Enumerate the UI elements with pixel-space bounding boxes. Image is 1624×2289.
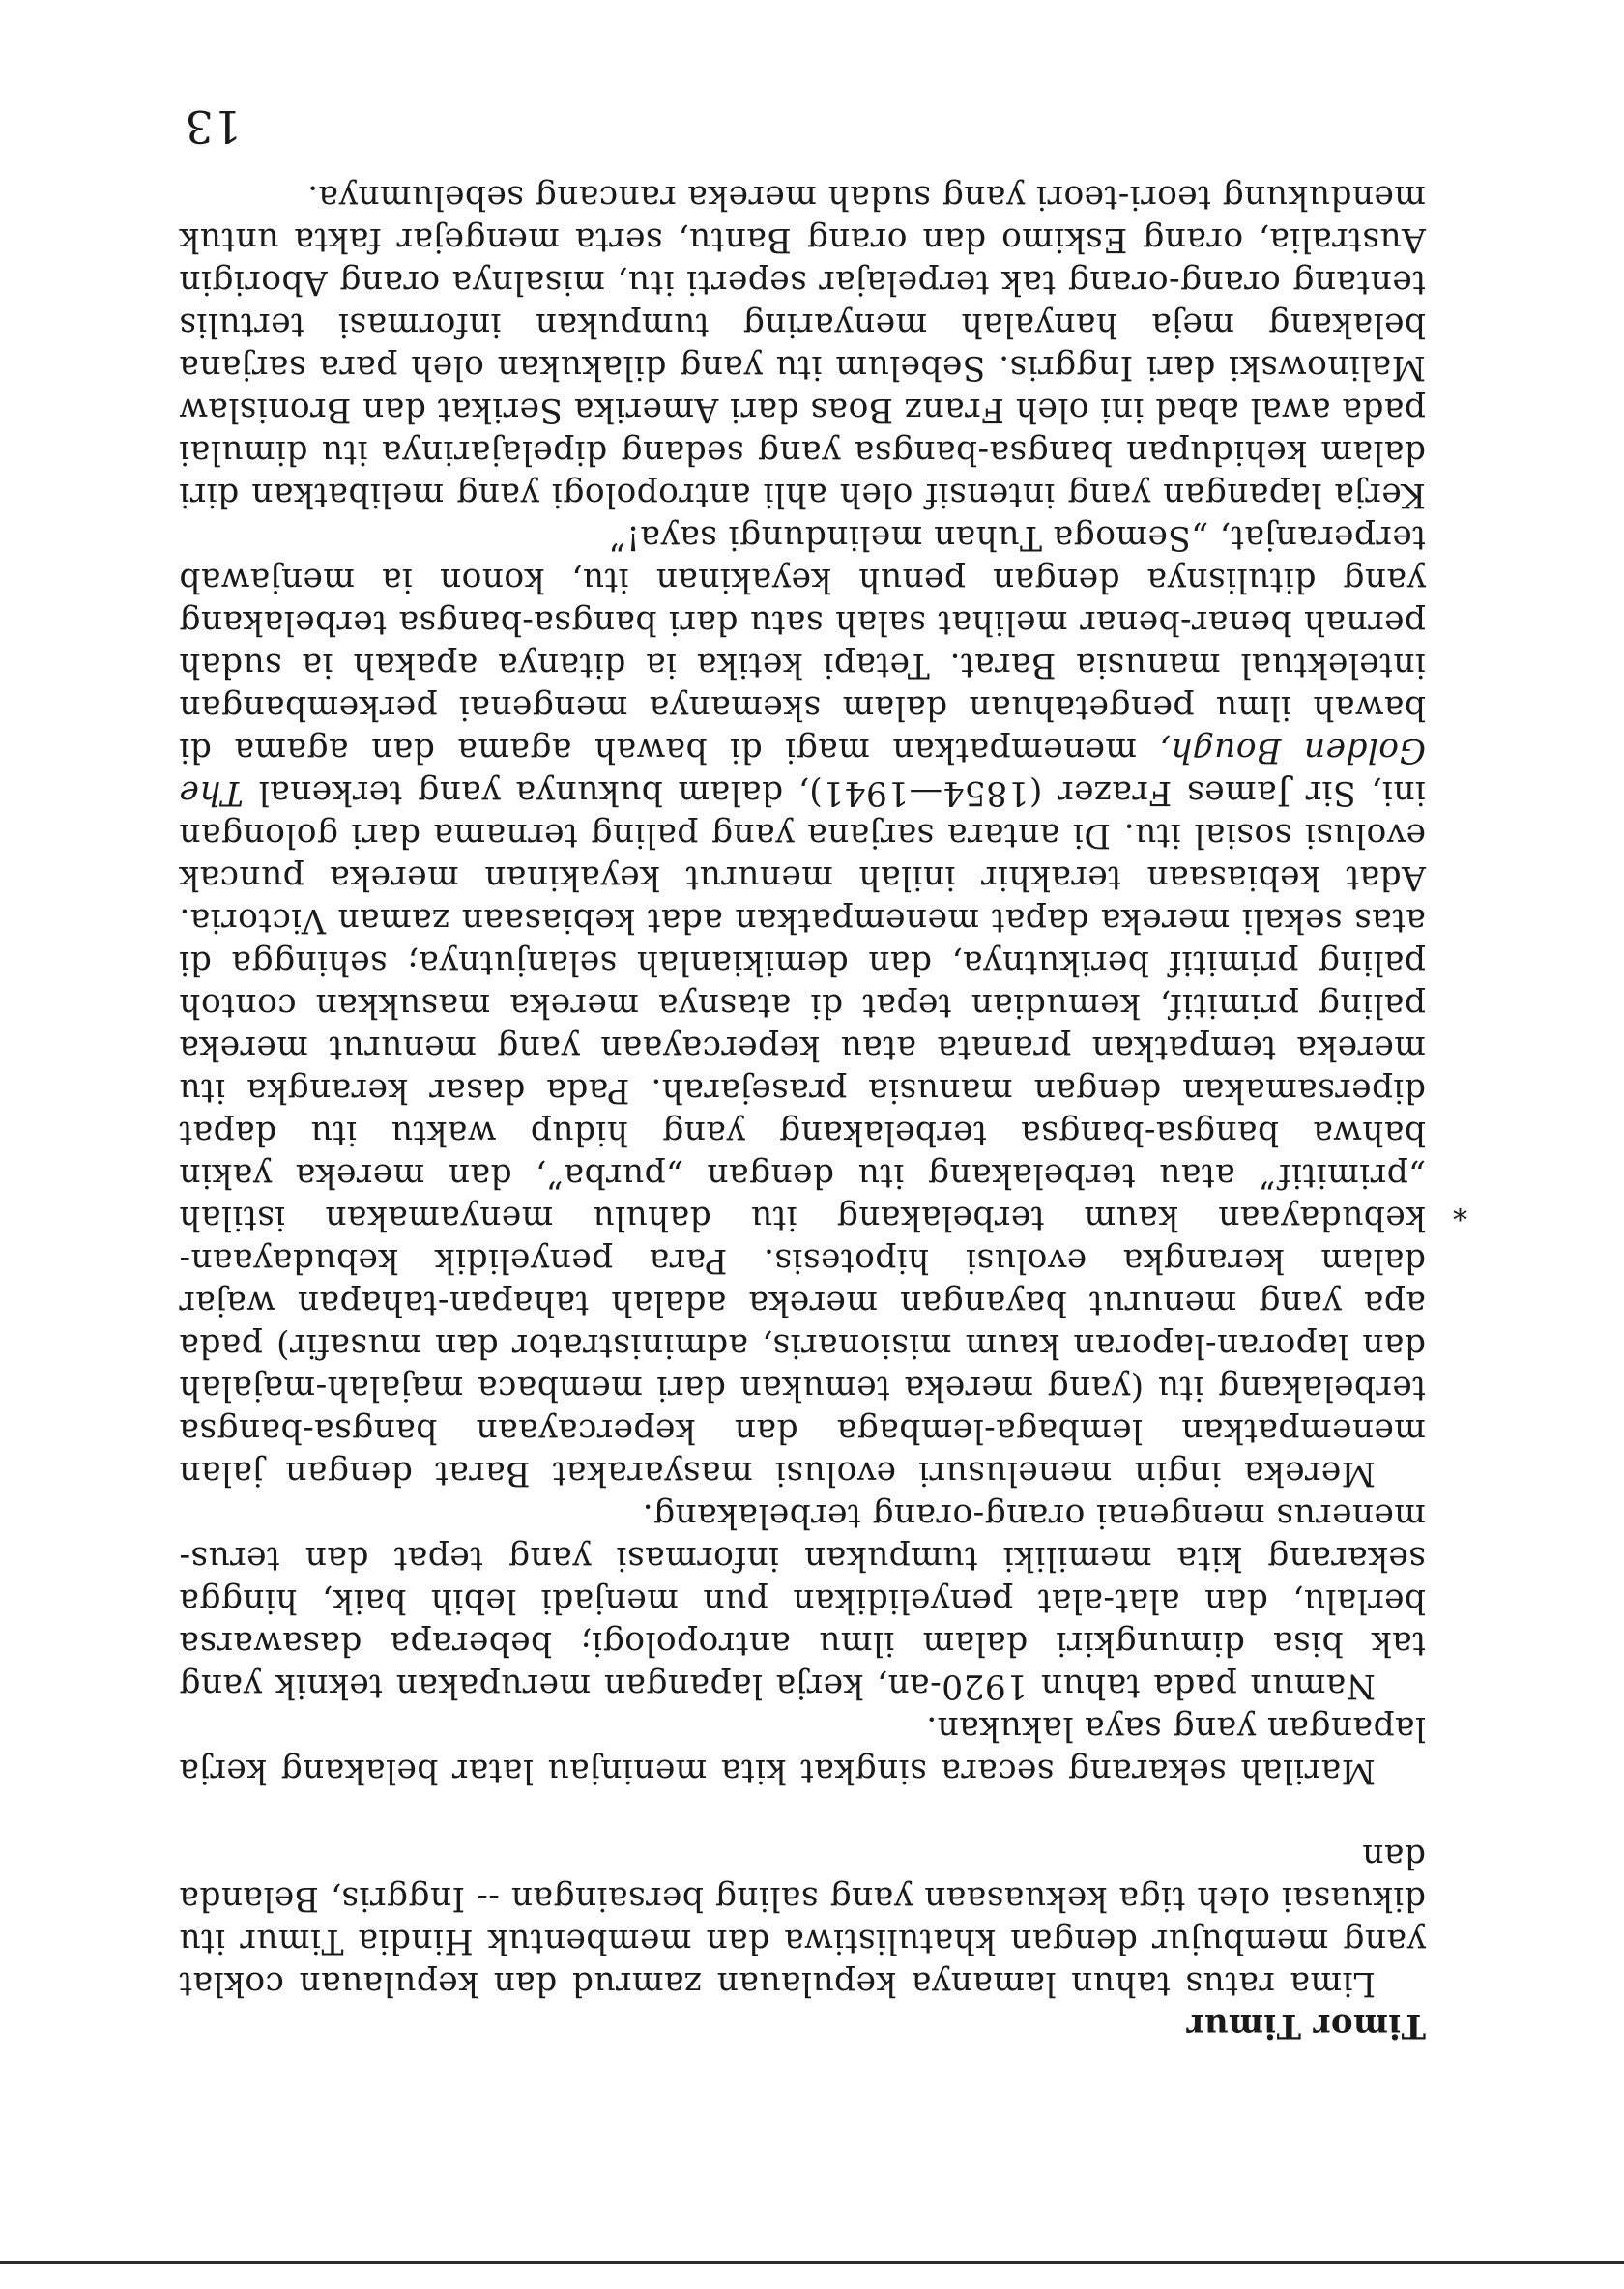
paragraph-kerja-lapangan: Kerja lapangan yang intensif oleh ahli antropologi yang melibatkan diri dalam kehidupan bangsa-bangsa yang sedang dipelajarinya itu dimulai pada awal abad ini oleh Franz Boas dari Amerika Serikat dan Bronislaw Malinowski dari Inggris. Sebelum itu yang dilakukan oleh para sarjana belakang meja hanyalah menyaring tumpukan informasi tertulis tentang orang-orang tak terpelajar seperti itu, misalnya orang Aborigin Australia, orang Eskimo dan orang Bantu, serta mengejar fakta untuk mendukung teori-teori yang sudah mereka rancang sebelumnya. <box>179 178 1426 514</box>
paragraph-fieldwork-1920s: Namun pada tahun 1920-an, kerja lapangan merupakan teknik yang tak bisa dimungkiri dalam ilmu antropologi; beberapa dasawarsa berlalu, dan alat-alat penyelidikan pun menjadi lebih baik, hingga sekarang kita memiliki tumpukan informasi yang tepat dan terus-menerus mengenai orang-orang terbelakang. <box>179 1496 1426 1705</box>
paragraph-gap <box>179 1792 1426 1835</box>
text-block <box>179 176 1426 2047</box>
paragraph-background: Marilah sekarang secara singkat kita meninjau latar belakang kerja lapangan yang saya lakukan. <box>179 1709 1426 1790</box>
scan-edge-line <box>0 2261 1624 2264</box>
paragraph-evolution <box>179 516 1426 1494</box>
section-title: Timor Timur <box>1186 2007 1426 2045</box>
page-number: 13 <box>185 101 242 153</box>
margin-asterisk: * <box>1453 1192 1467 1226</box>
paragraph-timor-intro: Lima ratus tahun lamanya kepulauan zamrud dan kepulauan coklat yang membujur dengan khatulistiwa dan membentuk Hindia Timur itu dikuasai oleh tiga kekuasaan yang saling bersaingan -- Inggris, Belanda dan <box>179 1837 1426 2003</box>
paragraph-evolution-part2: menempatkan magi di bawah agama dan agama di bawah ilmu pengetahuan dalam skemanya mengenai perkembangan intelektual manusia Barat. Tetapi ketika ia ditanya apakah ia sudah pernah benar-benar melihat salah satu dari bangsa-bangsa terbelakang yang ditulisnya dengan penuh keyakinan itu, konon ia menjawab terperanjat, „Semoga Tuhan melindungi saya!” <box>179 518 1426 769</box>
paragraph-evolution-part1: Mereka ingin menelusuri evolusi masyarakat Barat dengan jalan menempatkan lembaga-lembaga dan kepercayaan bangsa-bangsa terbelakang itu (yang mereka temukan dari membaca majalah-majalah dan laporan-laporan kaum misionaris, administrator dan musafir) pada apa yang menurut bayangan mereka adalah tahapan-tahapan wajar dalam kerangka evolusi hipotesis. Para penyelidik kebudayaan-kebudayaan kaum terbelakang itu dahulu menyamakan istilah „primitif” atau terbelakang itu dengan „purba”, dan mereka yakin bahwa bangsa-bangsa terbelakang yang hidup waktu itu dapat dipersamakan dengan manusia prasejarah. Pada dasar kerangka itu mereka tempatkan pranata atau kepercayaan yang menurut mereka paling primitif, kemudian tepat di atasnya mereka masukkan contoh paling primitif berikutnya, dan demikianlah selanjutnya; sehingga di atas sekali mereka dapat menempatkan adat kebiasaan zaman Victoria. Adat kebiasaan terakhir inilah menurut keyakinan mereka puncak evolusi sosial itu. Di antara sarjana yang paling ternama dari golongan ini, Sir James Frazer (1854—1941), dalam bukunya yang terkenal <box>179 773 1426 1492</box>
book-title-golden-bough: The Golden Bough, <box>179 731 1426 812</box>
